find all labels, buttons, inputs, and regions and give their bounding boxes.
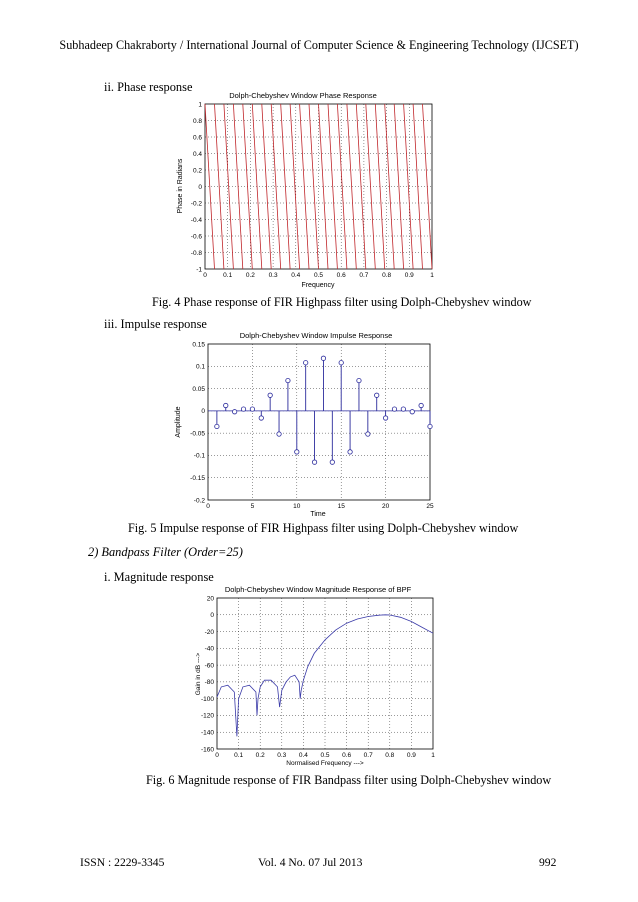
x-tick-label: 0.9 bbox=[404, 272, 414, 279]
stem-marker bbox=[330, 460, 334, 464]
x-tick-label: 0 bbox=[215, 752, 219, 759]
stem-marker bbox=[259, 416, 263, 420]
y-tick-label: -0.05 bbox=[190, 430, 205, 438]
x-tick-label: 0.8 bbox=[382, 272, 392, 279]
y-ticks bbox=[190, 341, 205, 504]
x-tick-label: 0 bbox=[206, 503, 210, 510]
x-ticks bbox=[215, 752, 435, 759]
y-tick-label: 0.05 bbox=[192, 385, 205, 393]
stem-marker bbox=[241, 407, 245, 411]
figure-4-caption: Fig. 4 Phase response of FIR Highpass filter using Dolph-Chebyshev window bbox=[152, 295, 532, 309]
y-tick-label: -1 bbox=[196, 266, 202, 274]
phase-response-label: ii. Phase response bbox=[104, 80, 193, 94]
stem-marker bbox=[366, 432, 370, 436]
stem-marker bbox=[295, 450, 299, 454]
running-header: Subhadeep Chakraborty / International Journal of Computer Science & Engineering Technology (IJCSET) bbox=[59, 38, 579, 52]
x-tick-label: 0.7 bbox=[363, 752, 373, 759]
chart-title: Dolph-Chebyshev Window Magnitude Response of BPF bbox=[224, 585, 412, 594]
y-tick-label: 0.8 bbox=[192, 117, 202, 125]
stem-marker bbox=[383, 416, 387, 420]
stem-marker bbox=[339, 361, 343, 365]
y-tick-label: 0.6 bbox=[192, 134, 202, 142]
figure-6-caption: Fig. 6 Magnitude response of FIR Bandpass filter using Dolph-Chebyshev window bbox=[146, 773, 552, 787]
impulse-response-label: iii. Impulse response bbox=[104, 317, 207, 331]
x-tick-label: 0.9 bbox=[406, 752, 416, 759]
stem-marker bbox=[357, 378, 361, 382]
x-tick-label: 10 bbox=[293, 503, 301, 510]
x-ticks bbox=[206, 503, 434, 510]
x-tick-label: 0.6 bbox=[342, 752, 352, 759]
y-tick-label: 0 bbox=[198, 183, 202, 191]
x-tick-label: 0.2 bbox=[255, 752, 265, 759]
x-tick-label: 25 bbox=[426, 503, 434, 510]
y-ticks bbox=[201, 595, 214, 753]
y-tick-label: -140 bbox=[200, 729, 214, 737]
y-tick-label: -0.1 bbox=[193, 452, 205, 460]
x-tick-label: 15 bbox=[337, 503, 345, 510]
x-tick-label: 0 bbox=[203, 272, 207, 279]
y-tick-label: -20 bbox=[204, 628, 214, 636]
footer-issn: ISSN : 2229-3345 bbox=[80, 856, 165, 869]
plot-frame bbox=[208, 344, 430, 500]
y-tick-label: 1 bbox=[198, 101, 202, 109]
y-tick-label: -0.6 bbox=[190, 233, 202, 241]
x-axis-label: Time bbox=[310, 511, 326, 518]
stem-marker bbox=[268, 393, 272, 397]
x-tick-label: 1 bbox=[431, 752, 435, 759]
stem-marker bbox=[303, 361, 307, 365]
y-tick-label: 20 bbox=[206, 595, 214, 603]
x-axis-label: Frequency bbox=[301, 282, 335, 289]
y-ticks bbox=[191, 101, 203, 273]
y-tick-label: -0.2 bbox=[190, 200, 202, 208]
x-tick-label: 0.6 bbox=[336, 272, 346, 279]
stem-marker bbox=[401, 407, 405, 411]
y-tick-label: -160 bbox=[200, 746, 214, 754]
y-tick-label: -60 bbox=[204, 662, 214, 670]
y-tick-label: -0.2 bbox=[193, 497, 205, 505]
stem-marker bbox=[348, 450, 352, 454]
y-tick-label: -40 bbox=[204, 645, 214, 653]
phase-response-chart bbox=[168, 90, 468, 290]
figure-5-caption: Fig. 5 Impulse response of FIR Highpass filter using Dolph-Chebyshev window bbox=[128, 521, 519, 535]
y-tick-label: 0 bbox=[201, 408, 205, 416]
y-tick-label: 0.2 bbox=[192, 167, 202, 175]
footer-page-number: 992 bbox=[539, 856, 557, 869]
y-tick-label: 0.1 bbox=[195, 363, 205, 371]
x-tick-label: 0.5 bbox=[320, 752, 330, 759]
stem-marker bbox=[224, 403, 228, 407]
y-tick-label: -100 bbox=[200, 695, 214, 703]
x-axis-label: Normalised Frequency ---> bbox=[286, 760, 364, 767]
x-tick-label: 0.1 bbox=[223, 272, 233, 279]
y-axis-label: Amplitude bbox=[175, 406, 182, 438]
stem-marker bbox=[321, 356, 325, 360]
stem-marker bbox=[250, 407, 254, 411]
x-tick-label: 0.7 bbox=[359, 272, 369, 279]
stem-marker bbox=[312, 460, 316, 464]
footer-volume: Vol. 4 No. 07 Jul 2013 bbox=[258, 856, 363, 869]
x-tick-label: 0.4 bbox=[291, 272, 301, 279]
bandpass-heading: 2) Bandpass Filter (Order=25) bbox=[88, 545, 243, 559]
stem-marker bbox=[392, 407, 396, 411]
y-tick-label: -80 bbox=[204, 679, 214, 687]
stem-marker bbox=[375, 393, 379, 397]
x-tick-label: 0.1 bbox=[234, 752, 244, 759]
magnitude-response-chart bbox=[190, 584, 450, 770]
x-tick-label: 0.5 bbox=[313, 272, 324, 279]
stem-marker bbox=[286, 378, 290, 382]
stem-marker bbox=[428, 424, 432, 428]
y-tick-label: 0.15 bbox=[192, 341, 205, 349]
impulse-response-chart bbox=[168, 328, 468, 520]
stem-marker bbox=[419, 403, 423, 407]
x-tick-label: 0.8 bbox=[385, 752, 395, 759]
y-tick-label: -0.8 bbox=[190, 249, 202, 257]
y-tick-label: -120 bbox=[200, 712, 214, 720]
y-tick-label: -0.4 bbox=[190, 216, 202, 224]
stem-marker bbox=[232, 410, 236, 414]
x-ticks bbox=[203, 272, 434, 279]
magnitude-response-label: i. Magnitude response bbox=[104, 570, 214, 584]
x-tick-label: 20 bbox=[381, 503, 390, 510]
stem-marker bbox=[215, 424, 219, 428]
chart-title: Dolph-Chebyshev Window Phase Response bbox=[229, 91, 377, 100]
x-tick-label: 0.2 bbox=[245, 272, 255, 279]
x-tick-label: 0.3 bbox=[277, 752, 287, 759]
y-tick-label: -0.15 bbox=[190, 475, 205, 483]
x-tick-label: 5 bbox=[250, 503, 255, 510]
x-tick-label: 0.4 bbox=[298, 752, 308, 759]
y-tick-label: 0.4 bbox=[192, 150, 202, 158]
stem-marker bbox=[410, 410, 414, 414]
stem-marker bbox=[277, 432, 281, 436]
x-tick-label: 1 bbox=[430, 272, 434, 279]
y-tick-label: 0 bbox=[210, 612, 214, 620]
y-axis-label: Gain in dB ---> bbox=[195, 652, 202, 696]
x-tick-label: 0.3 bbox=[268, 272, 278, 279]
chart-title: Dolph-Chebyshev Window Impulse Response bbox=[239, 331, 393, 340]
y-axis-label: Phase in Radians bbox=[177, 158, 184, 214]
